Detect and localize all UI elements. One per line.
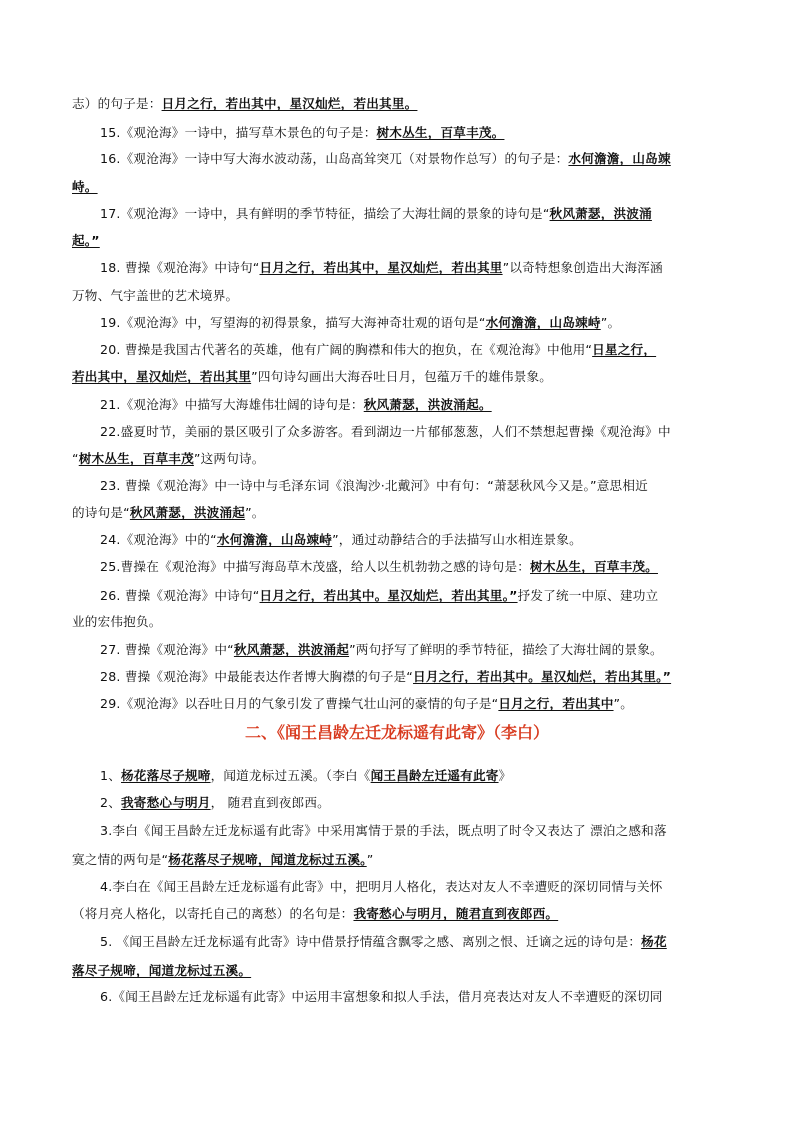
question-text: ”。 (613, 696, 634, 711)
question-text: （将月亮人格化，以寄托自己的离愁）的名句是： (72, 906, 354, 921)
answer-text: 日月之行，若出其中，星汉灿烂，若出其里。 (161, 96, 418, 111)
text-line (100, 878, 732, 896)
text-line (72, 95, 732, 113)
answer-text: 水何澹澹，山岛竦峙 (485, 315, 601, 330)
question-text: 寞之情的两句是“ (72, 852, 169, 867)
answer-text: 日月之行，若出其中 (498, 696, 614, 711)
text-line (72, 232, 732, 250)
question-text: 28. 曹操《观沧海》中最能表达作者博大胸襟的句子是“ (100, 669, 414, 684)
question-text: 5. 《闻王昌龄左迁龙标遥有此寄》诗中借景抒情蕴含飘零之感、离别之恨、迁谪之远的诗句是： (100, 934, 642, 949)
answer-text: 我寄愁心与明月，随君直到夜郎西。 (353, 906, 559, 921)
question-text: 的诗句是“ (72, 505, 130, 520)
question-text: 4.李白在《闻王昌龄左迁龙标遥有此寄》中，把明月人格化，表达对友人不幸遭贬的深切同情与关怀 (100, 879, 663, 894)
answer-text: 水何澹澹，山岛竦 (568, 151, 671, 166)
question-text: ”。 (245, 505, 265, 520)
text-line (100, 794, 732, 812)
text-line (100, 150, 732, 168)
question-text: 29.《观沧海》以吞吐日月的气象引发了曹操气壮山河的豪情的句子是“ (100, 696, 499, 711)
text-line (72, 962, 732, 980)
text-line (100, 205, 732, 223)
text-line (100, 695, 732, 713)
question-text: 24.《观沧海》中的“ (100, 532, 217, 547)
text-line (72, 450, 732, 468)
question-text: ”以奇特想象创造出大海浑涵 (502, 260, 663, 275)
question-text: 27. 曹操《观沧海》中“ (100, 642, 234, 657)
text-line (72, 287, 732, 305)
text-line (100, 124, 732, 142)
answer-text: 日星之行， (592, 342, 657, 357)
answer-text: 杨花落尽子规啼 (121, 768, 211, 783)
question-text: ”四句诗勾画出大海吞吐日月，包蕴万千的雄伟景象。 (251, 369, 553, 384)
question-text: 6.《闻王昌龄左迁龙标遥有此寄》中运用丰富想象和拟人手法，借月亮表达对友人不幸遭贬的深切同 (100, 989, 663, 1004)
text-line (100, 822, 732, 840)
question-text: 万物、气宇盖世的艺术境界。 (72, 288, 239, 303)
answer-text: 落尽子规啼，闻道龙标过五溪。 (72, 963, 252, 978)
question-text: 志）的句子是： (72, 96, 162, 111)
answer-text: 峙。 (72, 179, 98, 194)
text-line (72, 613, 732, 631)
answer-text: 杨花落尽子规啼，闻道龙标过五溪。 (168, 852, 367, 867)
question-text: 16.《观沧海》一诗中写大海水波动荡，山岛高耸突兀（对景物作总写）的句子是： (100, 151, 569, 166)
answer-text: 秋风萧瑟，洪波涌起 (233, 642, 350, 657)
answer-text: 我寄愁心与明月 (121, 795, 211, 810)
text-line (100, 531, 732, 549)
answer-text: 水何澹澹，山岛竦峙 (216, 532, 333, 547)
text-line (72, 905, 732, 923)
text-line (100, 767, 732, 785)
section-two-title: 二、《闻王昌龄左迁龙标遥有此寄》（李白） (244, 723, 549, 742)
text-line (100, 587, 732, 605)
text-line (100, 314, 732, 332)
text-line (72, 368, 732, 386)
question-text: ”。 (600, 315, 621, 330)
question-text: 18. 曹操《观沧海》中诗句“ (100, 260, 260, 275)
answer-text: 秋风萧瑟，洪波涌 (549, 206, 652, 221)
question-text: 1、 (100, 768, 122, 783)
answer-text: 树木丛生，百草丰茂。 (530, 559, 658, 574)
question-text: 19.《观沧海》中，写望海的初得景象，描写大海神奇壮观的语句是“ (100, 315, 486, 330)
answer-text: 日月之行，若出其中。星汉灿烂，若出其里。” (259, 588, 518, 603)
question-text: 17.《观沧海》一诗中，具有鲜明的季节特征，描绘了大海壮阔的景象的诗句是“ (100, 206, 550, 221)
question-text: “ (72, 451, 79, 466)
text-line (100, 477, 732, 495)
answer-text: 秋风萧瑟，洪波涌起。 (363, 397, 492, 412)
answer-text: 树木丛生，百草丰茂。 (376, 125, 505, 140)
question-text: ，闻道龙标过五溪。（李白《 (210, 768, 371, 783)
question-text: 21.《观沧海》中描写大海雄伟壮阔的诗句是： (100, 397, 364, 412)
text-line (72, 504, 732, 522)
question-text: ”两句抒写了鲜明的季节特征，描绘了大海壮阔的景象。 (349, 642, 663, 657)
question-text: ”，通过动静结合的手法描写山水相连景象。 (332, 532, 582, 547)
question-text: 抒发了统一中原、建功立 (517, 588, 659, 603)
answer-text: 闻王昌龄左迁遥有此寄 (370, 768, 499, 783)
answer-text: 树木丛生，百草丰茂 (78, 451, 194, 466)
question-text: 业的宏伟抱负。 (72, 614, 162, 629)
answer-text: 杨花 (641, 934, 667, 949)
text-line (100, 341, 732, 359)
answer-text: 日月之行，若出其中，星汉灿烂，若出其里 (259, 260, 503, 275)
answer-text: 起。” (72, 233, 100, 248)
text-line (100, 396, 732, 414)
text-line (100, 933, 732, 951)
question-text: 3.李白《闻王昌龄左迁龙标遥有此寄》中采用寓情于景的手法，既点明了时令又表达了 漂泊之感和落 (100, 823, 667, 838)
text-line (100, 988, 732, 1006)
question-text: ” (366, 852, 374, 867)
answer-text: 日月之行，若出其中。星汉灿烂，若出其里。” (413, 669, 672, 684)
question-text: 》 (498, 768, 512, 783)
text-line (72, 851, 732, 869)
text-line (100, 558, 732, 576)
answer-text: 秋风萧瑟，洪波涌起 (129, 505, 246, 520)
text-line (100, 259, 732, 277)
text-line (100, 641, 732, 659)
question-text: 23. 曹操《观沧海》中一诗中与毛泽东词《浪淘沙·北戴河》中有句：“萧瑟秋风今又是。”意思相近 (100, 478, 648, 493)
text-line (100, 668, 732, 686)
question-text: 15.《观沧海》一诗中，描写草木景色的句子是： (100, 125, 377, 140)
question-text: ”这两句诗。 (193, 451, 265, 466)
answer-text: 若出其中，星汉灿烂，若出其里 (72, 369, 252, 384)
question-text: 26. 曹操《观沧海》中诗句“ (100, 588, 260, 603)
question-text: 20. 曹操是我国古代著名的英雄，他有广阔的胸襟和伟大的抱负，在《观沧海》中他用“ (100, 342, 593, 357)
question-text: ， 随君直到夜郎西。 (210, 795, 330, 810)
text-line (100, 423, 732, 441)
question-text: 2、 (100, 795, 122, 810)
text-line (72, 178, 732, 196)
question-text: 25.曹操在《观沧海》中描写海岛草木茂盛，给人以生机勃勃之感的诗句是： (100, 559, 531, 574)
question-text: 22.盛夏时节，美丽的景区吸引了众多游客。看到湖边一片郁郁葱葱，人们不禁想起曹操《观沧海》中 (100, 424, 671, 439)
